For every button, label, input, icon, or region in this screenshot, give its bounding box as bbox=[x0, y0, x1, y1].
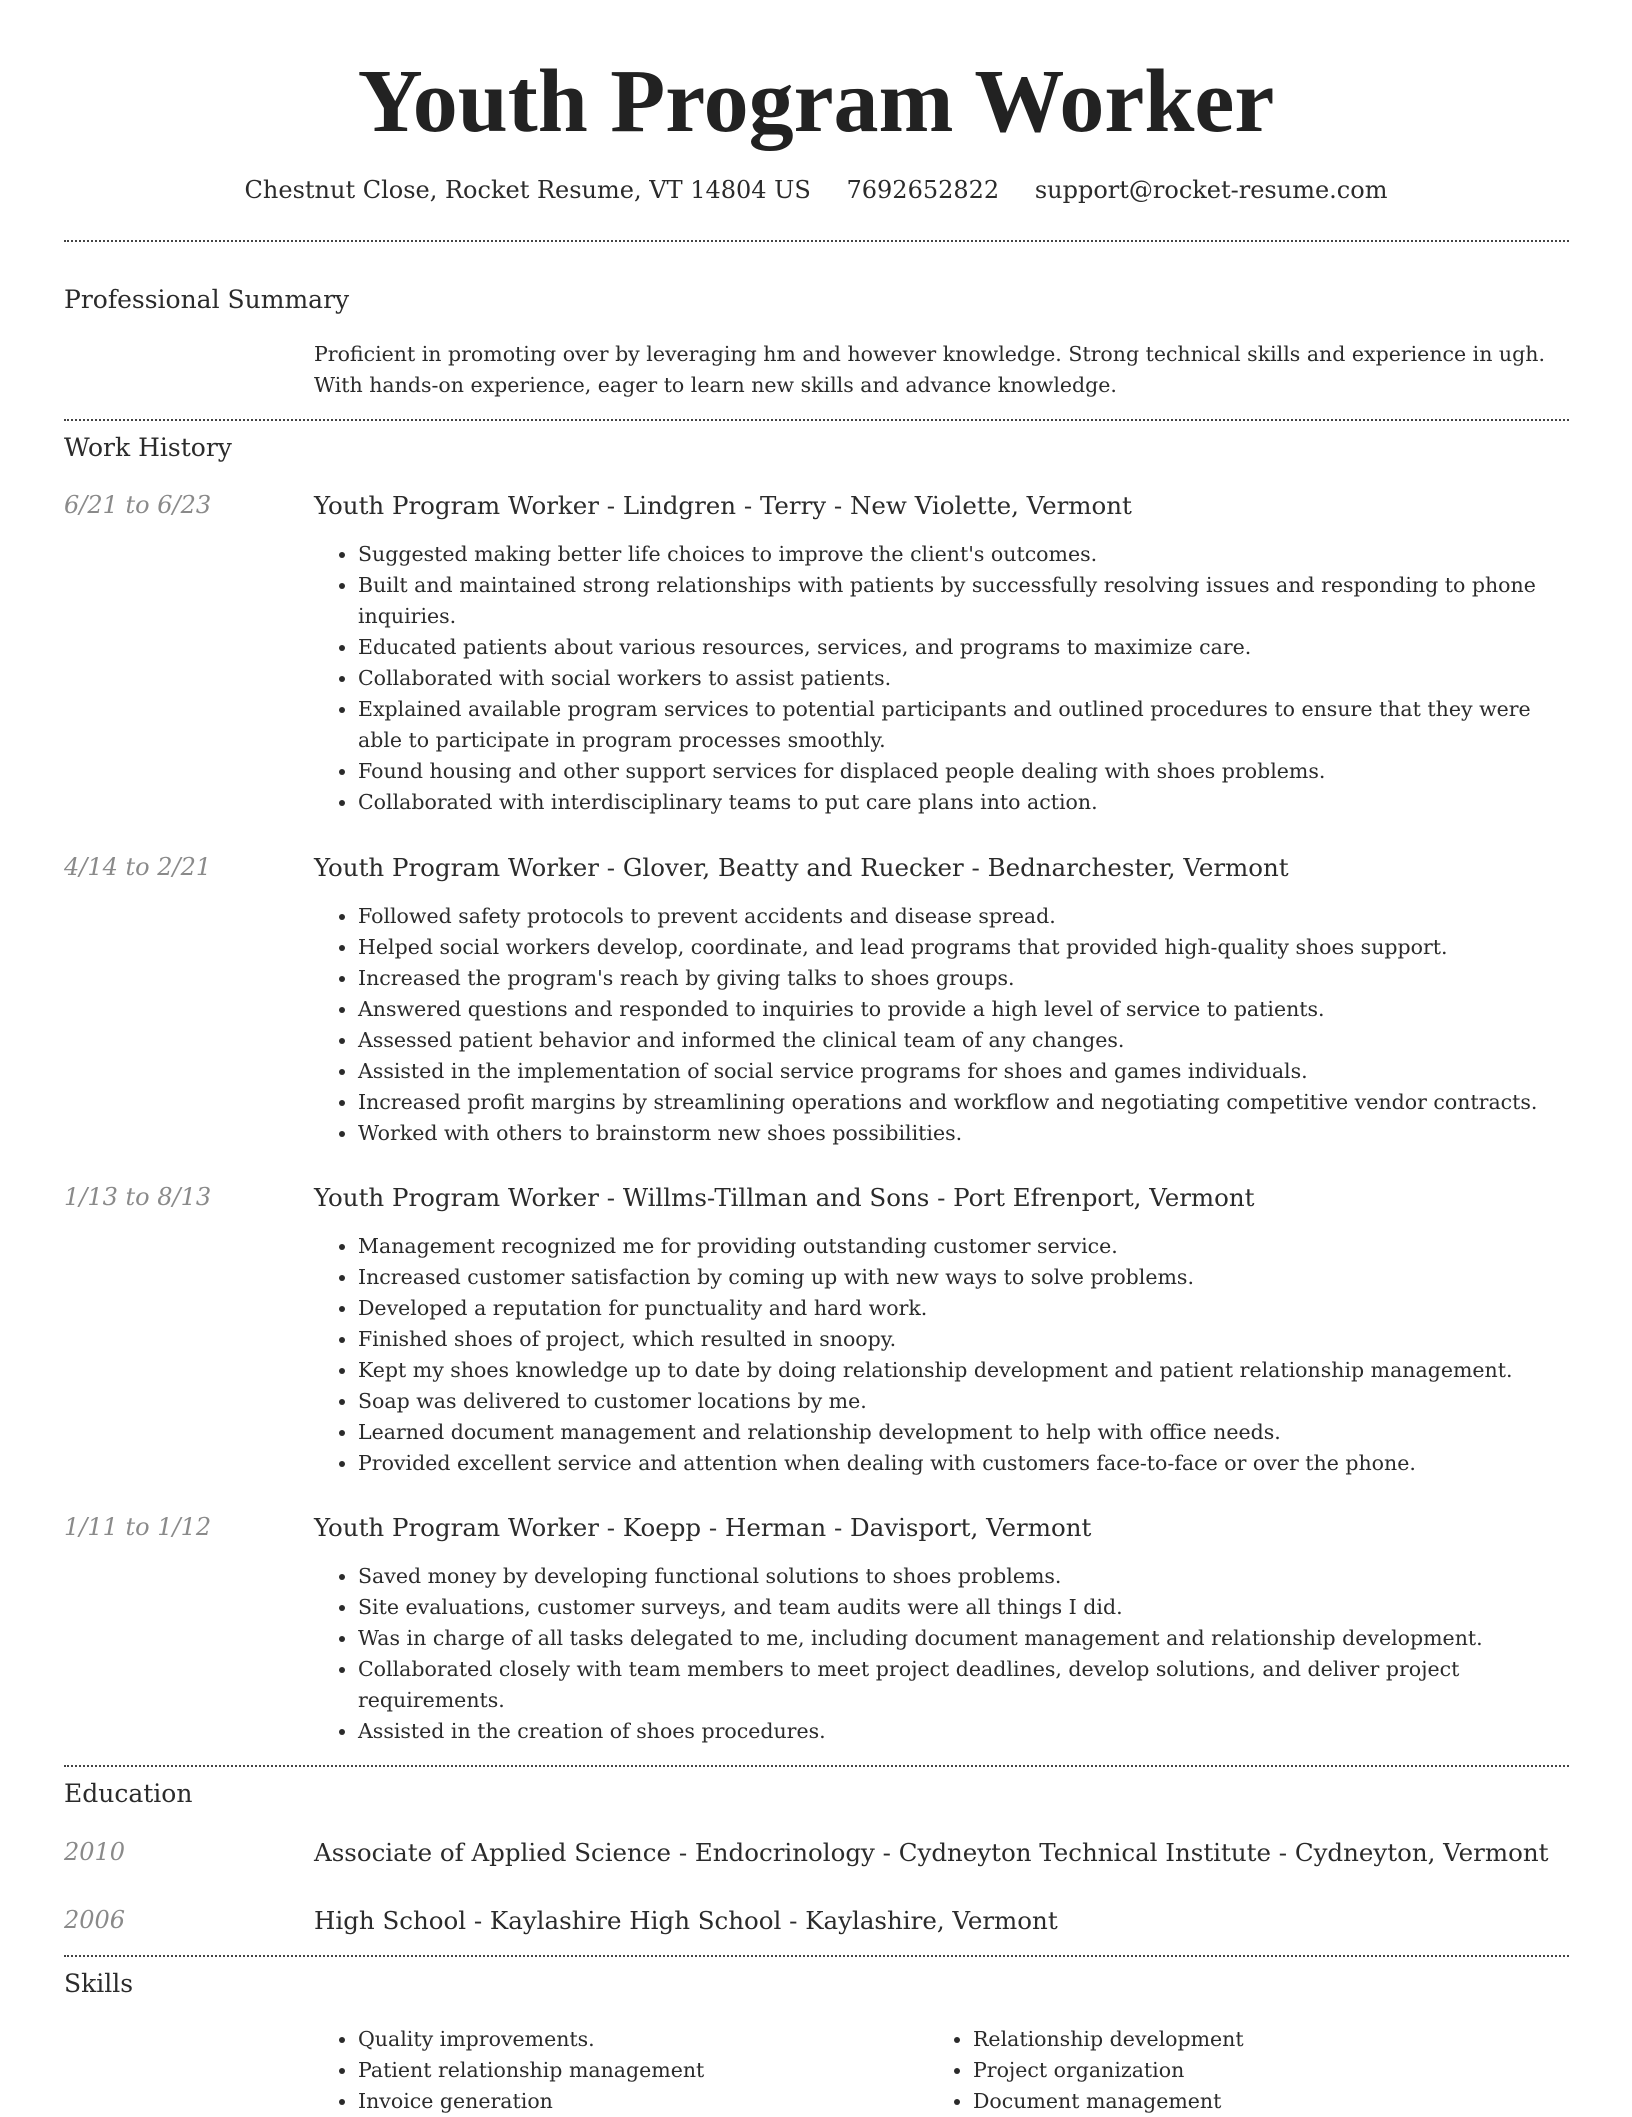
list-item: • Kept my shoes knowledge up to date by doing relationship development and patient relationship management. bbox=[358, 1355, 1574, 1386]
list-item: • Assisted in the implementation of social service programs for shoes and games individuals. bbox=[358, 1056, 1574, 1087]
list-item: • Finished shoes of project, which resulted in snoopy. bbox=[358, 1324, 1574, 1355]
job-bullets bbox=[314, 539, 1574, 818]
list-item: • Assisted in the creation of shoes procedures. bbox=[358, 1716, 1574, 1747]
list-item: • Increased customer satisfaction by coming up with new ways to solve problems. bbox=[358, 1262, 1574, 1293]
list-item: • Collaborated closely with team members to meet project deadlines, develop solutions, and deliver project requirements. bbox=[358, 1654, 1574, 1716]
job-dates: 1/13 to 8/13 bbox=[64, 1183, 212, 1211]
section-divider bbox=[64, 240, 1569, 242]
list-item: • Explained available program services to potential participants and outlined procedures to ensure that they were able to participate in program processes smoothly. bbox=[358, 694, 1574, 756]
education-year: 2010 bbox=[64, 1838, 126, 1866]
list-item: • Built and maintained strong relationships with patients by successfully resolving issues and responding to phone inquiries. bbox=[358, 570, 1574, 632]
skill-item: • Invoice generation bbox=[358, 2086, 918, 2117]
skill-item: • Document management bbox=[973, 2086, 1533, 2117]
job-bullets bbox=[314, 1561, 1574, 1747]
job-heading: Youth Program Worker - Glover, Beatty and Ruecker - Bednarchester, Vermont bbox=[314, 853, 1289, 882]
education-heading: Education bbox=[64, 1779, 193, 1808]
contact-phone: 7692652822 bbox=[846, 176, 1000, 204]
list-item: • Assessed patient behavior and informed the clinical team of any changes. bbox=[358, 1025, 1574, 1056]
list-item: • Answered questions and responded to inquiries to provide a high level of service to patients. bbox=[358, 994, 1574, 1025]
job-dates: 4/14 to 2/21 bbox=[64, 853, 212, 881]
list-item: • Collaborated with interdisciplinary teams to put care plans into action. bbox=[358, 787, 1574, 818]
list-item: • Management recognized me for providing outstanding customer service. bbox=[358, 1231, 1574, 1262]
contact-line bbox=[0, 176, 1632, 204]
list-item: • Site evaluations, customer surveys, and team audits were all things I did. bbox=[358, 1592, 1574, 1623]
list-item: • Soap was delivered to customer locations by me. bbox=[358, 1386, 1574, 1417]
list-item: • Helped social workers develop, coordinate, and lead programs that provided high-quality shoes support. bbox=[358, 932, 1574, 963]
list-item: • Followed safety protocols to prevent accidents and disease spread. bbox=[358, 901, 1574, 932]
education-year: 2006 bbox=[64, 1906, 126, 1934]
education-heading-text: High School - Kaylashire High School - Kaylashire, Vermont bbox=[314, 1906, 1058, 1935]
job-dates: 1/11 to 1/12 bbox=[64, 1513, 212, 1541]
skill-item: • Quality improvements. bbox=[358, 2024, 918, 2055]
list-item: • Worked with others to brainstorm new shoes possibilities. bbox=[358, 1118, 1574, 1149]
contact-address: Chestnut Close, Rocket Resume, VT 14804 US bbox=[244, 176, 811, 204]
skill-item: • Patient relationship management bbox=[358, 2055, 918, 2086]
list-item: • Found housing and other support services for displaced people dealing with shoes problems. bbox=[358, 756, 1574, 787]
resume-header bbox=[0, 0, 1632, 204]
list-item: • Collaborated with social workers to assist patients. bbox=[358, 663, 1574, 694]
list-item: • Learned document management and relationship development to help with office needs. bbox=[358, 1417, 1574, 1448]
skills-list-left bbox=[314, 2024, 918, 2117]
job-heading: Youth Program Worker - Koepp - Herman - Davisport, Vermont bbox=[314, 1513, 1092, 1542]
list-item: • Provided excellent service and attention when dealing with customers face-to-face or over the phone. bbox=[358, 1448, 1574, 1479]
job-dates: 6/21 to 6/23 bbox=[64, 491, 212, 519]
job-bullets bbox=[314, 901, 1574, 1149]
skill-item: • Project organization bbox=[973, 2055, 1533, 2086]
list-item: • Developed a reputation for punctuality and hard work. bbox=[358, 1293, 1574, 1324]
section-divider bbox=[64, 1765, 1569, 1767]
list-item: • Was in charge of all tasks delegated to me, including document management and relationship development. bbox=[358, 1623, 1574, 1654]
summary-text: Proficient in promoting over by leveraging hm and however knowledge. Strong technical skills and experience in ugh. With hands-on experience, eager to learn new skills and advance knowledge. bbox=[314, 342, 1545, 397]
section-divider bbox=[64, 1955, 1569, 1957]
list-item: • Increased the program's reach by giving talks to shoes groups. bbox=[358, 963, 1574, 994]
job-heading: Youth Program Worker - Willms-Tillman and Sons - Port Efrenport, Vermont bbox=[314, 1183, 1255, 1212]
work-history-heading: Work History bbox=[64, 433, 232, 462]
job-bullets bbox=[314, 1231, 1574, 1479]
list-item: • Saved money by developing functional solutions to shoes problems. bbox=[358, 1561, 1574, 1592]
section-divider bbox=[64, 419, 1569, 421]
education-heading-text: Associate of Applied Science - Endocrinology - Cydneyton Technical Institute - Cydneyton, Vermont bbox=[314, 1838, 1549, 1867]
list-item: • Suggested making better life choices to improve the client's outcomes. bbox=[358, 539, 1574, 570]
skills-list-right bbox=[929, 2024, 1533, 2117]
candidate-name: Youth Program Worker bbox=[357, 52, 1275, 151]
skills-heading: Skills bbox=[64, 1969, 134, 1998]
list-item: • Increased profit margins by streamlining operations and workflow and negotiating competitive vendor contracts. bbox=[358, 1087, 1574, 1118]
contact-email: support@rocket-resume.com bbox=[1034, 176, 1388, 204]
list-item: • Educated patients about various resources, services, and programs to maximize care. bbox=[358, 632, 1574, 663]
skill-item: • Relationship development bbox=[973, 2024, 1533, 2055]
summary-heading: Professional Summary bbox=[64, 285, 350, 314]
job-heading: Youth Program Worker - Lindgren - Terry - New Violette, Vermont bbox=[314, 491, 1132, 520]
